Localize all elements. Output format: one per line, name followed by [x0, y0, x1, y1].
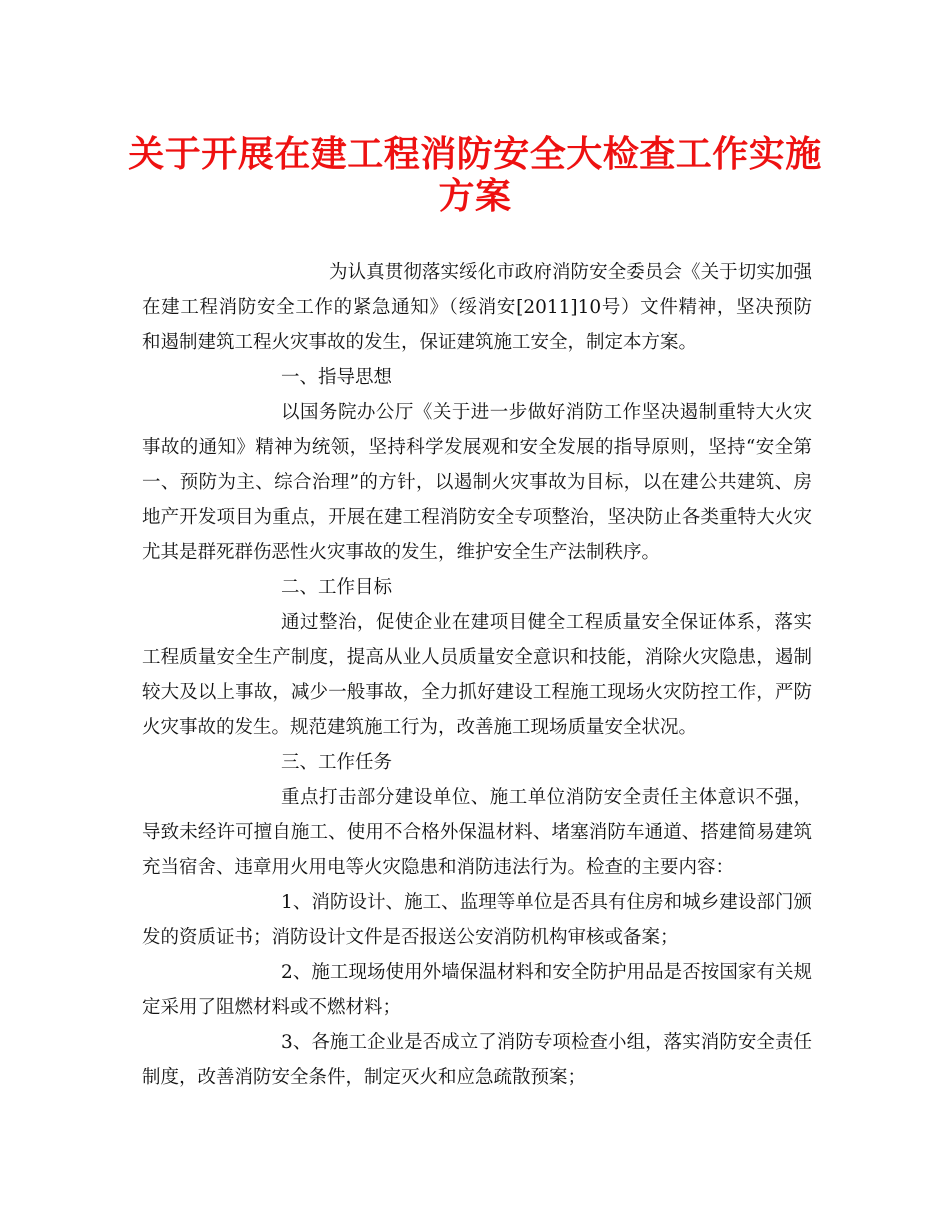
- section-heading: 三、工作任务: [281, 752, 393, 773]
- paragraph-intro-line: 为认真贯彻落实绥化市政府消防安全委员会《关于切实加强: [329, 262, 812, 283]
- paragraph-line: 充当宿舍、违章用火用电等火灾隐患和消防违法行为。检查的主要内容：: [142, 857, 735, 878]
- paragraph-line: 地产开发项目为重点，开展在建工程消防安全专项整治，坚决防止各类重特大火灾: [142, 507, 812, 528]
- list-item-line: 1、消防设计、施工、监理等单位是否具有住房和城乡建设部门颁: [281, 892, 812, 913]
- paragraph-line: 以国务院办公厅《关于进一步做好消防工作坚决遏制重特大火灾: [281, 402, 812, 423]
- paragraph-line: 重点打击部分建设单位、施工单位消防安全责任主体意识不强，: [281, 787, 812, 808]
- document-title-line-2: 方案: [438, 175, 512, 217]
- paragraph-line: 火灾事故的发生。规范建筑施工行为，改善施工现场质量安全状况。: [142, 717, 698, 738]
- paragraph-intro-line: 和遏制建筑工程火灾事故的发生，保证建筑施工安全，制定本方案。: [142, 332, 698, 353]
- section-heading: 二、工作目标: [281, 577, 393, 598]
- document-title-line-1: 关于开展在建工程消防安全大检查工作实施: [128, 133, 822, 175]
- paragraph-line: 事故的通知》精神为统领，坚持科学发展观和安全发展的指导原则，坚持“安全第: [142, 437, 812, 458]
- paragraph-intro-line: 在建工程消防安全工作的紧急通知》（绥消安[2011]10号）文件精神，坚决预防: [142, 297, 812, 318]
- paragraph-line: 较大及以上事故，减少一般事故，全力抓好建设工程施工现场火灾防控工作，严防: [142, 682, 812, 703]
- paragraph-line: 尤其是群死群伤恶性火灾事故的发生，维护安全生产法制秩序。: [142, 542, 661, 563]
- list-item-line: 定采用了阻燃材料或不燃材料；: [142, 997, 402, 1018]
- paragraph-line: 工程质量安全生产制度，提高从业人员质量安全意识和技能，消除火灾隐患，遏制: [142, 647, 812, 668]
- paragraph-line: 导致未经许可擅自施工、使用不合格外保温材料、堵塞消防车通道、搭建简易建筑: [142, 822, 812, 843]
- paragraph-line: 一、预防为主、综合治理”的方针，以遏制火灾事故为目标，以在建公共建筑、房: [142, 472, 812, 493]
- paragraph-line: 通过整治，促使企业在建项目健全工程质量安全保证体系，落实: [281, 612, 812, 633]
- list-item-line: 2、施工现场使用外墙保温材料和安全防护用品是否按国家有关规: [281, 962, 812, 983]
- list-item-line: 发的资质证书；消防设计文件是否报送公安消防机构审核或备案；: [142, 927, 679, 948]
- section-heading: 一、指导思想: [281, 367, 393, 388]
- list-item-line: 3、各施工企业是否成立了消防专项检查小组，落实消防安全责任: [281, 1032, 812, 1053]
- list-item-line: 制度，改善消防安全条件，制定灭火和应急疏散预案；: [142, 1067, 587, 1088]
